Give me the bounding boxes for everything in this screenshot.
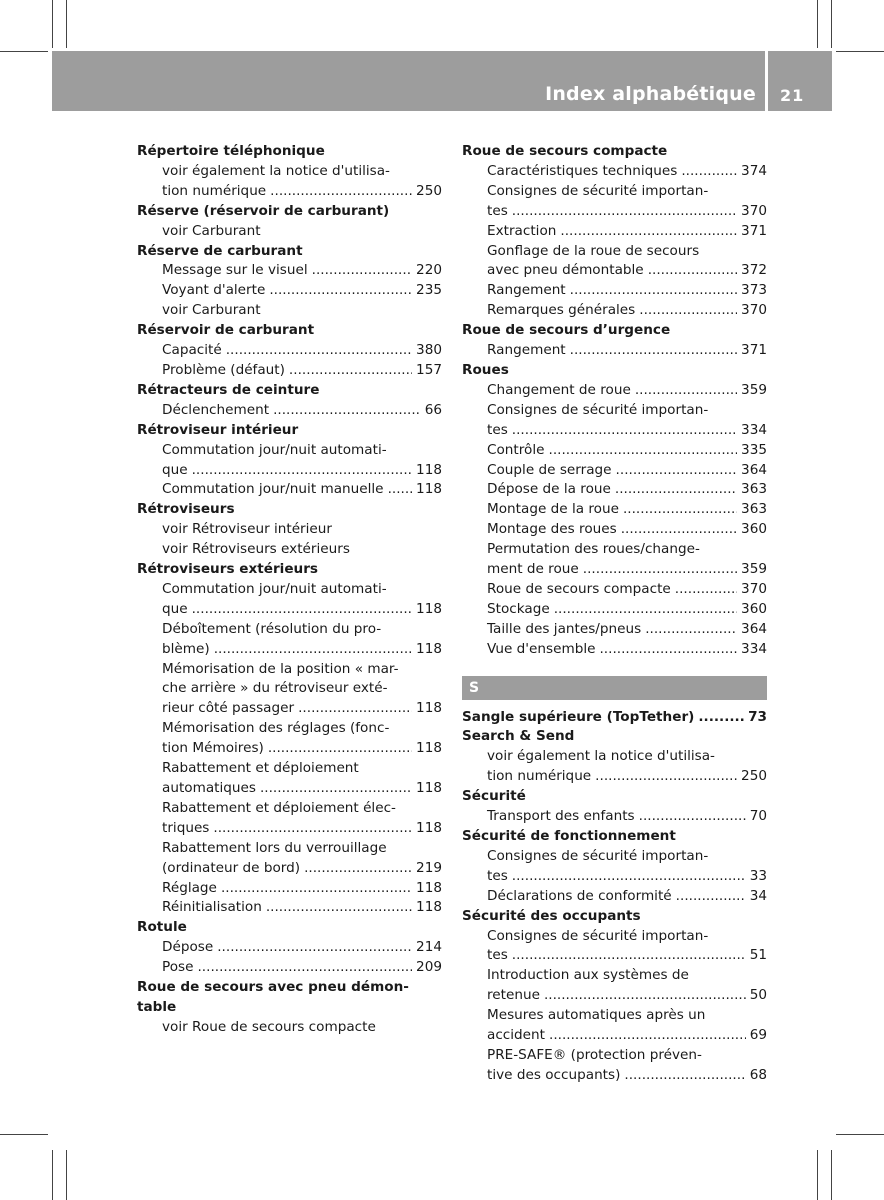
- page-ref: 359: [741, 561, 767, 578]
- dot-leader: [192, 461, 412, 481]
- page-ref: 370: [741, 580, 767, 597]
- entry-heading: Roue de secours avec pneu démon-: [137, 979, 409, 996]
- sub-entry: Mesures automatiques après un: [487, 1007, 706, 1024]
- index-entry: [462, 708, 767, 728]
- sub-entry: [462, 381, 767, 401]
- page-ref: 118: [416, 461, 442, 478]
- entry-text: tion numérique: [162, 182, 267, 199]
- page-ref: 363: [741, 501, 767, 518]
- index-entry: [137, 421, 442, 501]
- sub-entry: [137, 958, 442, 978]
- page-ref: 370: [741, 202, 767, 219]
- sub-entry: voir également la notice d'utilisa-: [162, 162, 390, 179]
- page-ref: 335: [741, 441, 767, 458]
- index-entry: [462, 827, 767, 907]
- index-column-right: [462, 142, 767, 1086]
- sub-entry: [137, 859, 442, 879]
- entry-heading: Réserve (réservoir de carburant): [137, 202, 390, 219]
- entry-text: Voyant d'alerte: [162, 282, 266, 299]
- sub-entry: [462, 867, 767, 887]
- dot-leader: [549, 1026, 746, 1046]
- page-ref: 250: [741, 768, 767, 785]
- sub-entry: [137, 182, 442, 202]
- sub-entry: Rabattement lors du verrouillage: [162, 839, 387, 856]
- entry-text: avec pneu démontable: [487, 262, 644, 279]
- page-ref: 360: [741, 521, 767, 538]
- entry-text: ment de roue: [487, 561, 579, 578]
- dot-leader: [599, 640, 737, 660]
- sub-entry: [137, 281, 442, 301]
- entry-heading: Search & Send: [462, 728, 575, 745]
- entry-heading: Roue de secours d’urgence: [462, 322, 671, 339]
- page-ref: 250: [416, 182, 442, 199]
- sub-entry: [462, 480, 767, 500]
- entry-text: tes: [487, 947, 508, 964]
- dot-leader: [583, 560, 737, 580]
- crop-mark: [0, 1134, 48, 1135]
- dot-leader: [192, 600, 412, 620]
- dot-leader: [273, 401, 421, 421]
- sub-entry: Commutation jour/nuit automati-: [162, 580, 387, 597]
- sub-entry: Gonflage de la roue de secours: [487, 242, 700, 259]
- sub-entry: [462, 807, 767, 827]
- page-ref: 66: [424, 401, 442, 418]
- page-ref: 50: [749, 987, 767, 1004]
- dot-leader: [512, 867, 746, 887]
- dot-leader: [645, 620, 737, 640]
- dot-leader: [221, 879, 412, 899]
- index-entry: [137, 202, 442, 242]
- sub-entry: PRE-SAFE® (protection préven-: [487, 1046, 702, 1063]
- entry-text: tive des occupants): [487, 1066, 621, 1083]
- dot-leader: [624, 1066, 745, 1086]
- entry-heading: [462, 708, 767, 728]
- entry-text: retenue: [487, 987, 540, 1004]
- dot-leader: [260, 779, 412, 799]
- dot-leader: [512, 946, 746, 966]
- page-ref: 34: [749, 887, 767, 904]
- entry-text: Changement de roue: [487, 381, 631, 398]
- entry-text: tion Mémoires): [162, 740, 264, 757]
- sub-entry: [462, 222, 767, 242]
- dot-leader: [214, 640, 412, 660]
- entry-heading: Roues: [462, 361, 509, 378]
- dot-leader: [623, 500, 737, 520]
- dot-leader: [570, 281, 737, 301]
- entry-text: Dépose de la roue: [487, 481, 611, 498]
- entry-text: triques: [162, 819, 210, 836]
- dot-leader: [266, 898, 412, 918]
- page-ref: 118: [416, 899, 442, 916]
- page-ref: 118: [416, 819, 442, 836]
- page-ref: 118: [416, 481, 442, 498]
- page-ref: 118: [416, 780, 442, 796]
- index-entry: [137, 381, 442, 421]
- page-header: [52, 51, 832, 111]
- page-ref: 118: [416, 879, 442, 896]
- page-ref: 68: [749, 1066, 767, 1083]
- dot-leader: [269, 281, 412, 301]
- page-ref: 371: [741, 342, 767, 359]
- dot-leader: [635, 381, 737, 401]
- dot-leader: [639, 301, 737, 321]
- sub-entry: Rabattement et déploiement: [162, 760, 359, 777]
- entry-text: Pose: [162, 959, 194, 976]
- sub-entry: [462, 1066, 767, 1086]
- entry-text: Capacité: [162, 342, 222, 359]
- sub-entry: [462, 421, 767, 441]
- sub-entry: [137, 739, 442, 759]
- crop-mark: [836, 1134, 884, 1135]
- index-entry: [137, 500, 442, 560]
- dot-leader: [512, 202, 737, 222]
- sub-entry: [462, 986, 767, 1006]
- dot-leader: [304, 859, 412, 879]
- crop-mark: [836, 51, 884, 52]
- sub-entry: [462, 520, 767, 540]
- entry-text: Dépose: [162, 939, 214, 956]
- page-ref: 118: [416, 740, 442, 757]
- index-entry: [462, 787, 767, 827]
- entry-text: que: [162, 461, 188, 478]
- crop-mark: [831, 1150, 832, 1200]
- entry-text: Commutation jour/nuit manuelle: [162, 481, 384, 498]
- sub-entry: [462, 1026, 767, 1046]
- sub-entry: [137, 898, 442, 918]
- entry-text: tes: [487, 421, 508, 438]
- page-ref: 364: [741, 461, 767, 478]
- dot-leader: [681, 162, 737, 182]
- crop-mark: [817, 0, 818, 48]
- entry-heading: Roue de secours compacte: [462, 143, 668, 159]
- page-ref: 334: [741, 421, 767, 438]
- sub-entry: Mémorisation des réglages (fonc-: [162, 720, 390, 737]
- entry-text: Montage des roues: [487, 521, 617, 538]
- page-ref: 118: [416, 700, 442, 717]
- entry-text: Rangement: [487, 282, 566, 299]
- sub-entry: voir Rétroviseur intérieur: [162, 521, 332, 538]
- sub-entry: [137, 401, 442, 421]
- crop-mark: [831, 0, 832, 48]
- entry-text: Caractéristiques techniques: [487, 162, 678, 179]
- dot-leader: [570, 341, 737, 361]
- entry-heading: Réserve de carburant: [137, 242, 303, 259]
- sub-entry: Consignes de sécurité importan-: [487, 182, 709, 199]
- index-entry: [137, 978, 442, 1038]
- dot-leader: [648, 261, 737, 281]
- entry-text: Taille des jantes/pneus: [487, 620, 642, 637]
- sub-entry: [462, 620, 767, 640]
- entry-text: Déclarations de conformité: [487, 887, 672, 904]
- sub-entry: [137, 341, 442, 361]
- dot-leader: [213, 819, 412, 839]
- entry-heading: Rétroviseurs extérieurs: [137, 561, 319, 578]
- page-ref: 380: [416, 342, 442, 359]
- index-entry: [137, 242, 442, 322]
- entry-text: Message sur le visuel: [162, 262, 308, 279]
- sub-entry: [462, 441, 767, 461]
- index-entry: [462, 727, 767, 787]
- page-title: Index alphabétique: [545, 83, 756, 105]
- page-ref: 157: [416, 361, 442, 378]
- dot-leader: [298, 699, 412, 719]
- sub-entry: [462, 946, 767, 966]
- page-ref: 70: [749, 808, 767, 825]
- dot-leader: [289, 361, 412, 381]
- dot-leader: [549, 441, 738, 461]
- index-entry: [462, 361, 767, 660]
- sub-entry: Introduction aux systèmes de: [487, 967, 689, 984]
- sub-entry: [462, 580, 767, 600]
- dot-leader: [226, 341, 412, 361]
- index-entry: [137, 321, 442, 381]
- header-divider: [765, 51, 768, 111]
- page-ref: 363: [741, 481, 767, 498]
- entry-text: automatiques: [162, 780, 256, 796]
- sub-entry: [137, 600, 442, 620]
- entry-text: accident: [487, 1027, 545, 1044]
- sub-entry: voir Rétroviseurs extérieurs: [162, 541, 350, 558]
- page-ref: 372: [741, 262, 767, 279]
- sub-entry: voir également la notice d'utilisa-: [487, 748, 715, 765]
- index-entry: [137, 142, 442, 202]
- dot-leader: [554, 600, 737, 620]
- page-ref: 209: [416, 959, 442, 976]
- entry-heading: Rétracteurs de ceinture: [137, 381, 320, 398]
- sub-entry: [462, 162, 767, 182]
- sub-entry: Consignes de sécurité importan-: [487, 401, 709, 418]
- entry-text: blème): [162, 640, 210, 657]
- dot-leader: [268, 739, 412, 759]
- sub-entry: Déboîtement (résolution du pro-: [162, 620, 382, 637]
- sub-entry: Rabattement et déploiement élec-: [162, 799, 396, 816]
- sub-entry: voir Carburant: [162, 302, 261, 319]
- entry-heading: Répertoire téléphonique: [137, 143, 325, 159]
- sub-entry: voir Carburant: [162, 222, 261, 239]
- page-ref: 219: [416, 859, 442, 876]
- crop-mark: [66, 0, 67, 48]
- page-ref: 371: [741, 222, 767, 239]
- dot-leader: [512, 421, 737, 441]
- dot-leader: [544, 986, 746, 1006]
- page-ref: 373: [741, 282, 767, 299]
- index-group-r: [462, 142, 767, 660]
- page-ref: 118: [416, 640, 442, 657]
- sub-entry: Consignes de sécurité importan-: [487, 847, 709, 864]
- dot-leader: [560, 222, 737, 242]
- page-ref: 33: [749, 867, 767, 884]
- entry-text: Vue d'ensemble: [487, 640, 596, 657]
- index-entry: [137, 560, 442, 918]
- entry-text: Réglage: [162, 879, 217, 896]
- sub-entry: che arrière » du rétroviseur exté-: [162, 680, 388, 697]
- page-ref: 220: [416, 262, 442, 279]
- sub-entry: voir Roue de secours compacte: [162, 1018, 376, 1035]
- dot-leader: [698, 708, 744, 728]
- entry-heading: Rétroviseurs: [137, 501, 235, 518]
- page-ref: 51: [749, 947, 767, 964]
- sub-entry: Consignes de sécurité importan-: [487, 927, 709, 944]
- sub-entry: [462, 341, 767, 361]
- sub-entry: [462, 202, 767, 222]
- sub-entry: [462, 500, 767, 520]
- entry-text: Contrôle: [487, 441, 545, 458]
- sub-entry: [462, 281, 767, 301]
- entry-text: rieur côté passager: [162, 700, 295, 717]
- dot-leader: [616, 461, 738, 481]
- entry-text: Problème (défaut): [162, 361, 285, 378]
- sub-entry: Mémorisation de la position « mar-: [162, 660, 399, 677]
- entry-text: Extraction: [487, 222, 557, 239]
- page-ref: 370: [741, 302, 767, 319]
- dot-leader: [270, 182, 412, 202]
- entry-text: tion numérique: [487, 768, 592, 785]
- crop-mark: [52, 1150, 53, 1200]
- sub-entry: [137, 261, 442, 281]
- entry-text: Couple de serrage: [487, 461, 612, 478]
- page-ref: 359: [741, 381, 767, 398]
- sub-entry: [462, 261, 767, 281]
- page-ref: 374: [741, 162, 767, 179]
- entry-text: Transport des enfants: [487, 808, 635, 825]
- entry-text: Roue de secours compacte: [487, 580, 671, 597]
- index-group-s: [462, 708, 767, 1086]
- sub-entry: [462, 887, 767, 907]
- entry-heading: table: [137, 998, 177, 1015]
- entry-heading: Sécurité de fonctionnement: [462, 828, 676, 844]
- entry-text: Stockage: [487, 600, 550, 617]
- page-number: 21: [780, 86, 805, 105]
- page-ref: 360: [741, 600, 767, 617]
- index-column-left: [137, 142, 442, 1038]
- section-letter-bar: S: [462, 676, 767, 700]
- crop-mark: [0, 51, 48, 52]
- dot-leader: [675, 580, 737, 600]
- dot-leader: [312, 261, 412, 281]
- sub-entry: [462, 301, 767, 321]
- sub-entry: [462, 560, 767, 580]
- index-entry: [462, 907, 767, 1086]
- crop-mark: [66, 1150, 67, 1200]
- index-entry: [462, 142, 767, 321]
- dot-leader: [217, 938, 412, 958]
- dot-leader: [595, 767, 737, 787]
- dot-leader: [197, 958, 412, 978]
- page-ref: 69: [749, 1027, 767, 1044]
- sub-entry: [462, 767, 767, 787]
- page-ref: 364: [741, 620, 767, 637]
- dot-leader: [621, 520, 737, 540]
- index-entry: [462, 321, 767, 361]
- entry-text: Réinitialisation: [162, 899, 262, 916]
- entry-text: Remarques générales: [487, 302, 636, 319]
- dot-leader: [388, 480, 412, 500]
- sub-entry: [462, 640, 767, 660]
- entry-heading: Réservoir de carburant: [137, 322, 315, 339]
- page-ref: 214: [416, 939, 442, 956]
- sub-entry: [137, 819, 442, 839]
- entry-heading: Sécurité: [462, 788, 526, 805]
- sub-entry: [137, 779, 442, 799]
- entry-text: Sangle supérieure (TopTether): [462, 708, 695, 725]
- entry-text: Déclenchement: [162, 401, 270, 418]
- entry-text: tes: [487, 202, 508, 219]
- sub-entry: [137, 938, 442, 958]
- entry-text: Rangement: [487, 342, 566, 359]
- crop-mark: [52, 0, 53, 48]
- sub-entry: [462, 600, 767, 620]
- sub-entry: [137, 699, 442, 719]
- sub-entry: [462, 461, 767, 481]
- dot-leader: [676, 887, 746, 907]
- entry-text: tes: [487, 867, 508, 884]
- page-ref: 334: [741, 640, 767, 657]
- sub-entry: [137, 640, 442, 660]
- entry-heading: Rétroviseur intérieur: [137, 421, 299, 438]
- sub-entry: [137, 480, 442, 500]
- entry-text: que: [162, 600, 188, 617]
- entry-text: Montage de la roue: [487, 501, 619, 518]
- sub-entry: [137, 461, 442, 481]
- page-ref: 235: [416, 282, 442, 299]
- dot-leader: [615, 480, 737, 500]
- sub-entry: [137, 361, 442, 381]
- dot-leader: [639, 807, 746, 827]
- sub-entry: Permutation des roues/change-: [487, 541, 700, 558]
- entry-heading: Rotule: [137, 919, 187, 936]
- crop-mark: [817, 1150, 818, 1200]
- sub-entry: Commutation jour/nuit automati-: [162, 441, 387, 458]
- page-ref: 118: [416, 600, 442, 617]
- entry-heading: Sécurité des occupants: [462, 907, 641, 924]
- sub-entry: [137, 879, 442, 899]
- entry-text: (ordinateur de bord): [162, 859, 301, 876]
- page-ref: 73: [748, 708, 767, 725]
- index-entry: [137, 918, 442, 978]
